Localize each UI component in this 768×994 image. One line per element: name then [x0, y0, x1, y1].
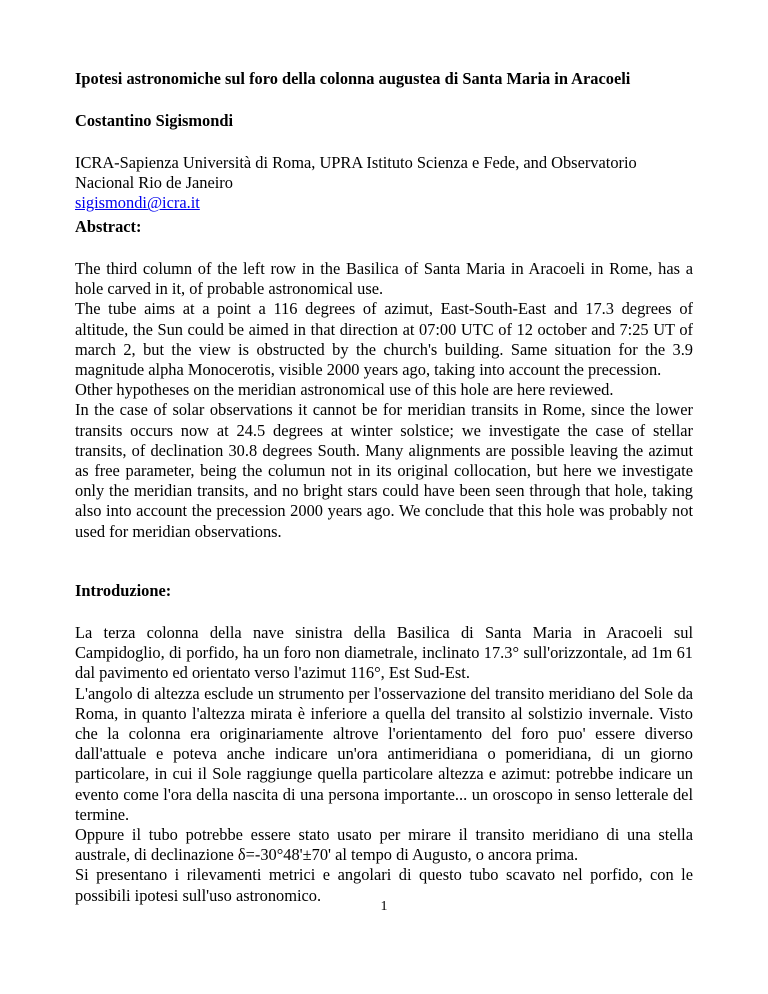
- abstract-body: [75, 259, 693, 542]
- abstract-paragraph: In the case of solar observations it cannot be for meridian transits in Rome, since the lower transits occurs now at 24.5 degrees at winter solstice; we investigate the case of stellar transits, of declination 30.8 degrees South. Many alignments are possible leaving the azimut as free parameter, being the columun not in its original collocation, but here we investigate only the meridian transits, and no bright stars could have been seen through that hole, taking also into account the precession 2000 years ago. We conclude that this hole was probably not used for meridian observations.: [75, 400, 693, 541]
- abstract-paragraph: The third column of the left row in the Basilica of Santa Maria in Aracoeli in Rome, has a hole carved in it, of probable astronomical use.: [75, 259, 693, 299]
- affiliation-line-1: ICRA-Sapienza Università di Roma, UPRA Istituto Scienza e Fede, and Observatorio: [75, 153, 637, 172]
- email-link[interactable]: sigismondi@icra.it: [75, 193, 200, 213]
- affiliation-line-2: Nacional Rio de Janeiro: [75, 173, 233, 193]
- page-number: 1: [380, 899, 388, 914]
- abstract-paragraph: Other hypotheses on the meridian astronomical use of this hole are here reviewed.: [75, 380, 614, 400]
- introduction-paragraph: L'angolo di altezza esclude un strumento per l'osservazione del transito meridiano del Sole da Roma, in quanto l'altezza mirata è inferiore a quella del transito al solstizio invernale. Visto che la colonna era originariamente altrove l'orientamento del foro puo' essere diverso dall'attuale e poteva anche indicare un'ora antimeridiana o pomeridiana, di un giorno particolare, in cui il Sole raggiunge quella particolare altezza e azimut: potrebbe indicare un evento come l'ora della nascita di una persona importante... un oroscopo in senso letterale del termine.: [75, 683, 693, 824]
- author-name: Costantino Sigismondi: [75, 111, 234, 130]
- affiliation: [75, 153, 695, 214]
- introduction-heading: Introduzione:: [75, 581, 172, 600]
- introduction-paragraph: La terza colonna della nave sinistra della Basilica di Santa Maria in Aracoeli sul Campidoglio, di porfido, ha un foro non diametrale, inclinato 17.3° sull'orizzontale, ad 1m 61 dal pavimento ed orientato verso l'azimut 116°, Est Sud-Est.: [75, 623, 693, 683]
- abstract-paragraph: The tube aims at a point a 116 degrees of azimut, East-South-East and 17.3 degrees of altitude, the Sun could be aimed in that direction at 07:00 UTC of 12 october and 7:25 UT of march 2, but the view is obstructed by the church's building. Same situation for the 3.9 magnitude alpha Monocerotis, visible 2000 years ago, taking into account the precession.: [75, 299, 693, 380]
- introduction-body: [75, 623, 693, 906]
- paper-title: Ipotesi astronomiche sul foro della colonna augustea di Santa Maria in Aracoeli: [75, 69, 631, 88]
- introduction-paragraph: Si presentano i rilevamenti metrici e angolari di questo tubo scavato nel porfido, con le possibili ipotesi sull'uso astronomico.: [75, 865, 693, 905]
- abstract-heading: Abstract:: [75, 217, 142, 236]
- introduction-paragraph: Oppure il tubo potrebbe essere stato usato per mirare il transito meridiano di una stella australe, di declinazione δ=-30°48'±70' al tempo di Augusto, o ancora prima.: [75, 825, 693, 865]
